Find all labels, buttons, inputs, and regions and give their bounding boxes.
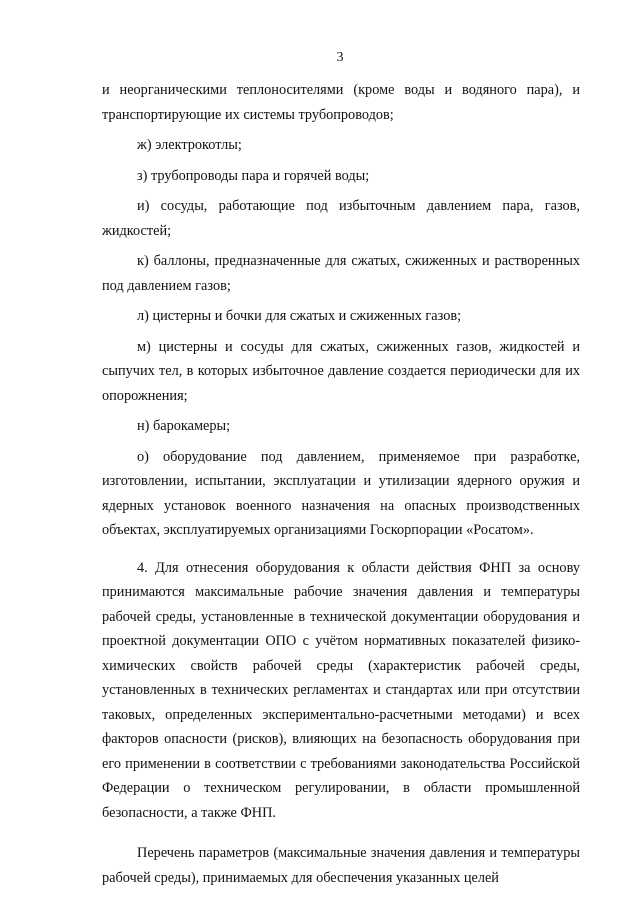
paragraph-continuation: и неорганическими теплоносителями (кроме воды и водяного пара), и транспортирующие их системы трубопроводов; [102,82,580,123]
list-item-n: н) барокамеры; [137,418,231,434]
list-item-z: з) трубопроводы пара и горячей воды; [137,167,370,184]
list-item-i: и) сосуды, работающие под избыточным давлением пара, газов, жидкостей; [102,198,580,239]
clause-4: 4. Для отнесения оборудования к области действия ФНП за основу принимаются максимальные рабочие значения давления и температуры рабочей среды, установленные в технической документации оборудования и проектной документации ОПО с учётом нормативных показателей физико-химических свойств рабочей среды (характеристик рабочей среды, установленных в технических регламентах и стандартах или при отсутствии таковых, определенных экспериментально-расчетными методами) и всех факторов опасности (рисков), влияющих на безопасность оборудования при его применении в соответствии с требованиями законодательства Российской Федерации о техническом регулировании, в области промышленной безопасности, а также ФНП. [102,559,580,821]
page-number: 3 [336,50,344,65]
list-item-k: к) баллоны, предназначенные для сжатых, сжиженных и растворенных под давлением газов; [102,253,580,294]
list-item-zh: ж) электрокотлы; [137,137,242,153]
list-item-m: м) цистерны и сосуды для сжатых, сжиженных газов, жидкостей и сыпучих тел, в которых избыточное давление создается периодически для их опорожнения; [102,338,580,404]
list-item-o: о) оборудование под давлением, применяемое при разработке, изготовлении, испытании, эксплуатации и утилизации ядерного оружия и ядерных установок военного назначения на опасных производственных объектах, эксплуатируемых организациями Госкорпорации «Росатом». [102,448,580,538]
paragraph-parameters: Перечень параметров (максимальные значения давления и температуры рабочей среды), принимаемых для обеспечения указанных целей [102,845,580,886]
list-item-l: л) цистерны и бочки для сжатых и сжиженных газов; [137,308,462,324]
document-body [102,78,580,890]
